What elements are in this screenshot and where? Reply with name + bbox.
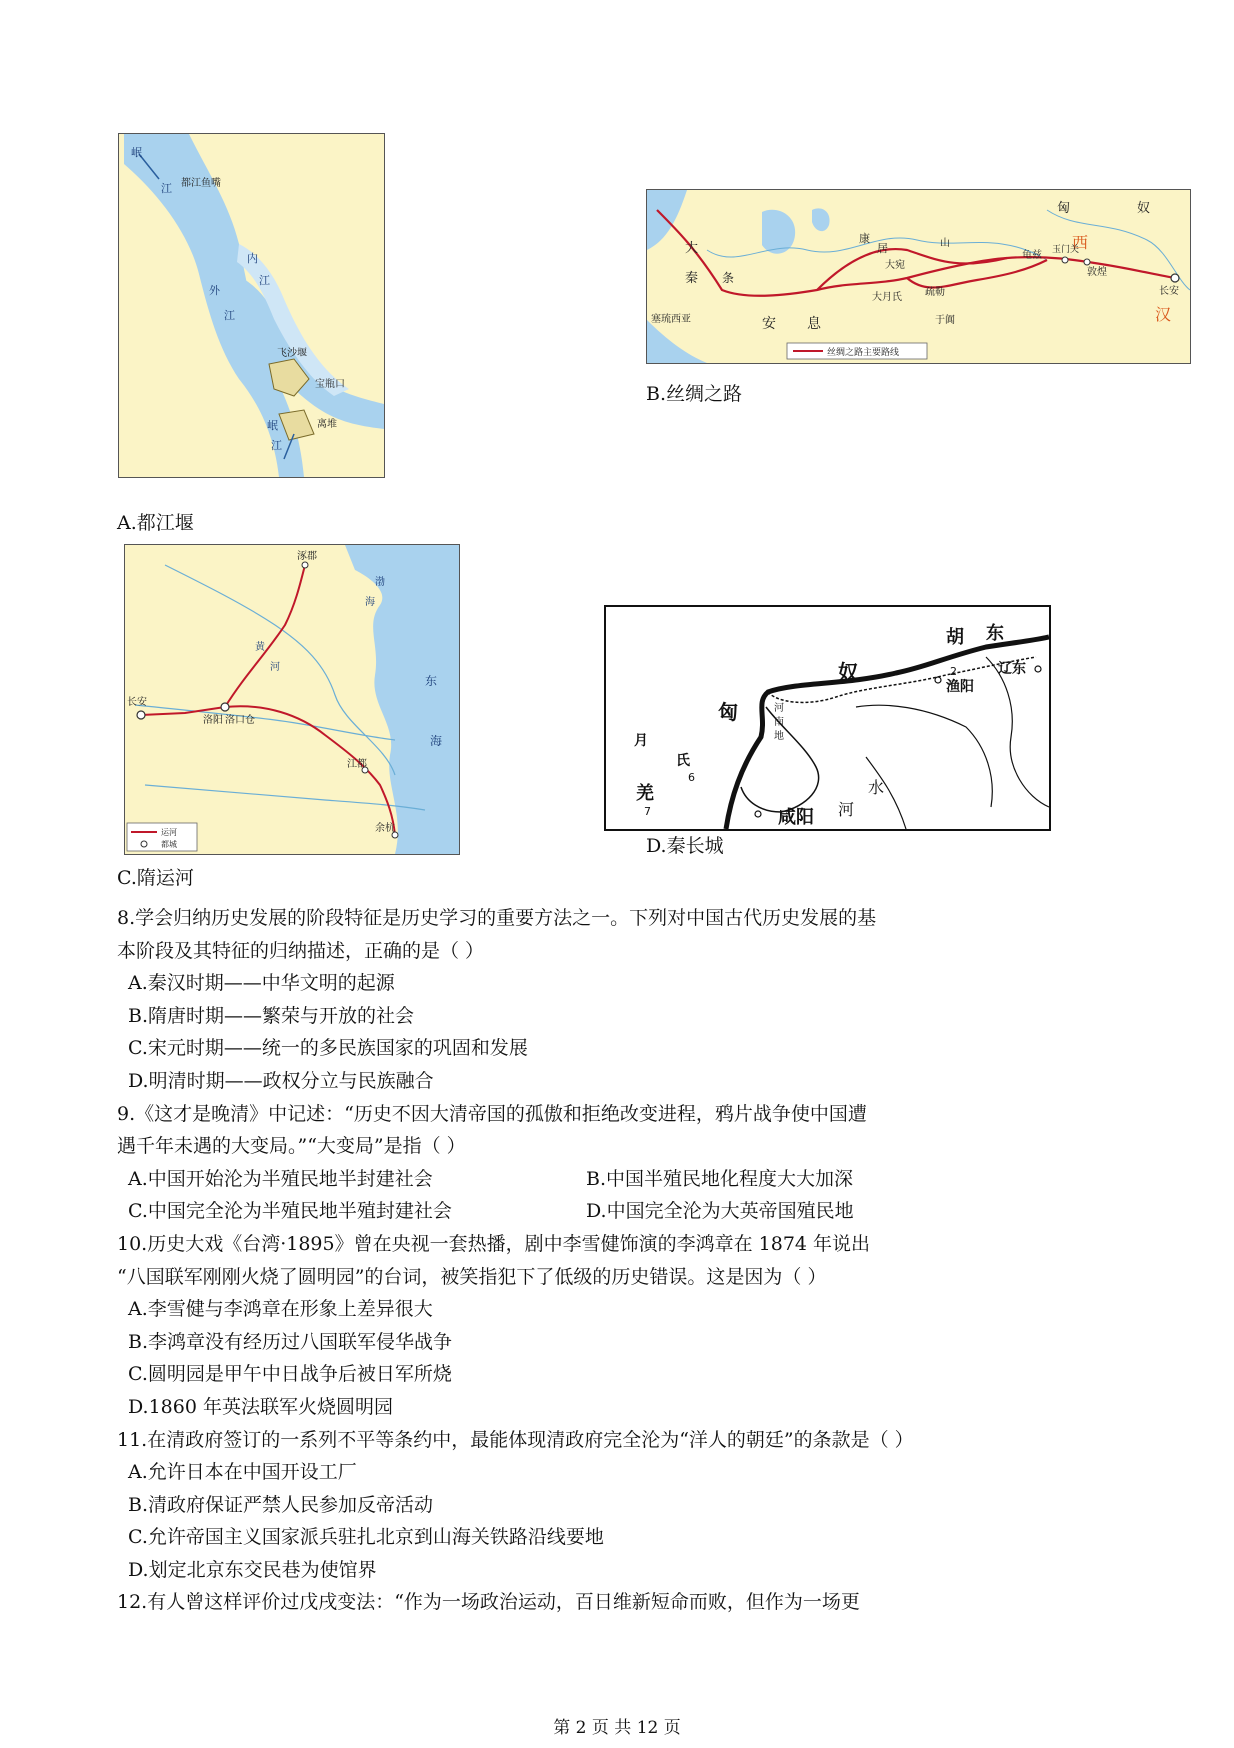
dujiangyan-map xyxy=(118,133,385,478)
gw-label-shi: 氏 xyxy=(676,753,690,769)
gw-label-xiong: 匈 xyxy=(718,700,738,724)
greatwall-map-graphic xyxy=(606,607,1049,829)
q9-options-row1 xyxy=(117,1163,1117,1196)
sr-label-xi: 西 xyxy=(1072,233,1089,252)
gw-label-henan-b: 南 xyxy=(774,717,784,728)
q10-option-c: C.圆明园是甲午中日战争后被日军所烧 xyxy=(128,1363,452,1386)
gw-label-shui: 水 xyxy=(868,778,885,797)
q11-option-a: A.允许日本在中国开设工厂 xyxy=(128,1461,357,1484)
cn-label-zhuojun: 涿郡 xyxy=(297,551,317,562)
q10-stem-line1: 10.历史大戏《台湾·1895》曾在央视一套热播，剧中李雪健饰演的李鸿章在 1874 年说出 xyxy=(117,1232,871,1255)
dj-label-min2: 岷 xyxy=(267,419,278,432)
q9-option-c: C.中国完全沦为半殖民地半殖封建社会 xyxy=(128,1200,452,1223)
gw-label-henan-a: 河 xyxy=(774,703,784,714)
cn-label-luokoucang: 洛口仓 xyxy=(225,715,255,726)
dj-label-nei: 内 xyxy=(247,252,258,265)
cn-label-he: 河 xyxy=(270,662,280,673)
dj-label-jiang-wai: 江 xyxy=(224,309,235,322)
greatwall-map xyxy=(604,605,1051,831)
cn-label-changan: 长安 xyxy=(127,697,147,708)
page-footer: 第 2 页 共 12 页 xyxy=(553,1718,681,1738)
q11-option-b: B.清政府保证严禁人民参加反帝活动 xyxy=(128,1493,434,1516)
q8-option-b: B.隋唐时期——繁荣与开放的社会 xyxy=(128,1004,415,1027)
cn-label-donghai-b: 海 xyxy=(430,734,443,748)
sr-label-dayuezhi: 大月氏 xyxy=(872,292,902,303)
cn-legend-city: 都城 xyxy=(161,840,177,849)
cn-legend-canal: 运河 xyxy=(161,828,177,837)
dj-label-jiang-nei: 江 xyxy=(259,274,270,287)
silkroad-map-graphic xyxy=(647,190,1190,363)
dj-label-yuzui: 都江鱼嘴 xyxy=(181,178,221,189)
q10-option-b: B.李鸿章没有经历过八国联军侵华战争 xyxy=(128,1330,453,1353)
sr-label-daqin-b: 秦 xyxy=(685,271,699,286)
q12-stem-line1: 12.有人曾这样评价过戊戌变法：“作为一场政治运动，百日维新短命而败，但作为一场更 xyxy=(117,1591,860,1614)
dj-label-min1: 岷 xyxy=(131,146,142,159)
q9-stem-line2: 遇千年未遇的大变局。”“大变局”是指（ ） xyxy=(117,1135,466,1158)
cn-label-jiangdu: 江都 xyxy=(347,759,367,770)
silkroad-map xyxy=(646,189,1191,364)
sr-legend: 丝绸之路主要路线 xyxy=(827,348,900,358)
q9-options-row2 xyxy=(117,1195,1117,1228)
sr-label-shan: 山 xyxy=(940,238,950,249)
sr-label-seleucia: 塞琉西亚 xyxy=(651,314,691,325)
q9-option-d: D.中国完全沦为大英帝国殖民地 xyxy=(586,1200,854,1223)
gw-label-yue: 月 xyxy=(634,733,648,749)
sr-label-anxi-a: 安 xyxy=(762,316,776,332)
dj-label-feisha: 飞沙堰 xyxy=(277,348,307,359)
caption-greatwall: D.秦长城 xyxy=(646,835,724,857)
gw-label-nu: 奴 xyxy=(838,660,858,684)
sr-label-shule: 疏勒 xyxy=(925,287,945,298)
q8-stem-line2: 本阶段及其特征的归纳描述，正确的是（ ） xyxy=(117,939,485,962)
cn-label-hai1: 海 xyxy=(365,597,375,608)
sr-label-tiaozhi: 条 xyxy=(722,271,735,285)
dj-label-jiang1: 江 xyxy=(161,182,172,195)
cn-label-luoyang: 洛阳 xyxy=(203,715,223,726)
q10-option-d: D.1860 年英法联军火烧圆明园 xyxy=(128,1395,393,1418)
sr-label-yumenguan: 玉门关 xyxy=(1052,245,1080,255)
sr-label-qiuci: 龟兹 xyxy=(1022,250,1042,261)
canal-map-graphic xyxy=(125,545,459,854)
sr-label-yutian: 于阗 xyxy=(935,315,955,326)
q9-option-b: B.中国半殖民地化程度大大加深 xyxy=(586,1167,854,1190)
q9-stem-line1: 9.《这才是晚清》中记述：“历史不因大清帝国的孤傲和拒绝改变进程，鸦片战争使中国遭 xyxy=(117,1102,867,1125)
q11-option-d: D.划定北京东交民巷为使馆界 xyxy=(128,1558,377,1581)
gw-label-hu: 胡 xyxy=(946,627,964,648)
dj-label-wai: 外 xyxy=(209,284,220,297)
caption-canal: C.隋运河 xyxy=(117,867,194,889)
q8-option-a: A.秦汉时期——中华文明的起源 xyxy=(128,972,395,995)
sr-label-changan: 长安 xyxy=(1159,286,1179,297)
cn-label-donghai-a: 东 xyxy=(425,674,438,688)
gw-label-henan-c: 地 xyxy=(774,731,784,742)
cn-label-bo: 渤 xyxy=(375,577,385,588)
q10-stem-line2: “八国联军刚刚火烧了圆明园”的台词，被笑指犯下了低级的历史错误。这是因为（ ） xyxy=(117,1265,827,1288)
q11-option-c: C.允许帝国主义国家派兵驻扎北京到山海关铁路沿线要地 xyxy=(128,1526,604,1549)
gw-label-n7: 7 xyxy=(644,805,651,818)
gw-label-liaodong: 辽东 xyxy=(998,661,1026,677)
q11-stem-line1: 11.在清政府签订的一系列不平等条约中，最能体现清政府完全沦为“洋人的朝廷”的条款是（ ） xyxy=(117,1428,914,1451)
sr-label-han: 汉 xyxy=(1155,305,1172,324)
q8-stem-line1: 8.学会归纳历史发展的阶段特征是历史学习的重要方法之一。下列对中国古代历史发展的基 xyxy=(117,907,877,929)
gw-label-dong: 东 xyxy=(986,623,1004,644)
q8-option-d: D.明清时期——政权分立与民族融合 xyxy=(128,1069,434,1092)
caption-dujiangyan: A.都江堰 xyxy=(117,512,194,534)
gw-label-qiang: 羌 xyxy=(636,783,654,804)
sr-label-xiongnu-a: 匈 xyxy=(1057,201,1071,216)
q8-option-c: C.宋元时期——统一的多民族国家的巩固和发展 xyxy=(128,1037,528,1060)
cn-label-yuhang: 余杭 xyxy=(375,823,395,834)
caption-silkroad: B.丝绸之路 xyxy=(646,383,743,405)
sr-label-kangju-a: 康 xyxy=(859,232,870,245)
sr-label-xiongnu-b: 奴 xyxy=(1137,201,1151,216)
dj-label-jiang2: 江 xyxy=(271,439,282,452)
q9-option-a: A.中国开始沦为半殖民地半封建社会 xyxy=(128,1167,433,1190)
gw-label-he: 河 xyxy=(838,800,855,819)
sr-label-dawan: 大宛 xyxy=(885,260,905,271)
q10-option-a: A.李雪健与李鸿章在形象上差异很大 xyxy=(128,1298,433,1321)
canal-map xyxy=(124,544,460,855)
sr-label-dunhuang: 敦煌 xyxy=(1087,267,1107,278)
dj-label-baoping: 宝瓶口 xyxy=(315,379,345,390)
gw-label-yuyang: 渔阳 xyxy=(946,679,974,695)
gw-label-n6: 6 xyxy=(688,771,695,784)
sr-label-daqin-a: 大 xyxy=(685,241,699,256)
dujiangyan-map-graphic xyxy=(119,134,384,477)
dj-label-lidui: 离堆 xyxy=(317,419,337,430)
question-block xyxy=(117,902,1117,1619)
gw-label-n2: 2 xyxy=(950,665,957,678)
cn-label-huang: 黄 xyxy=(255,642,265,653)
gw-label-xianyang: 咸阳 xyxy=(778,807,814,828)
sr-label-anxi-b: 息 xyxy=(807,316,821,332)
sr-label-kangju-b: 居 xyxy=(877,242,888,255)
